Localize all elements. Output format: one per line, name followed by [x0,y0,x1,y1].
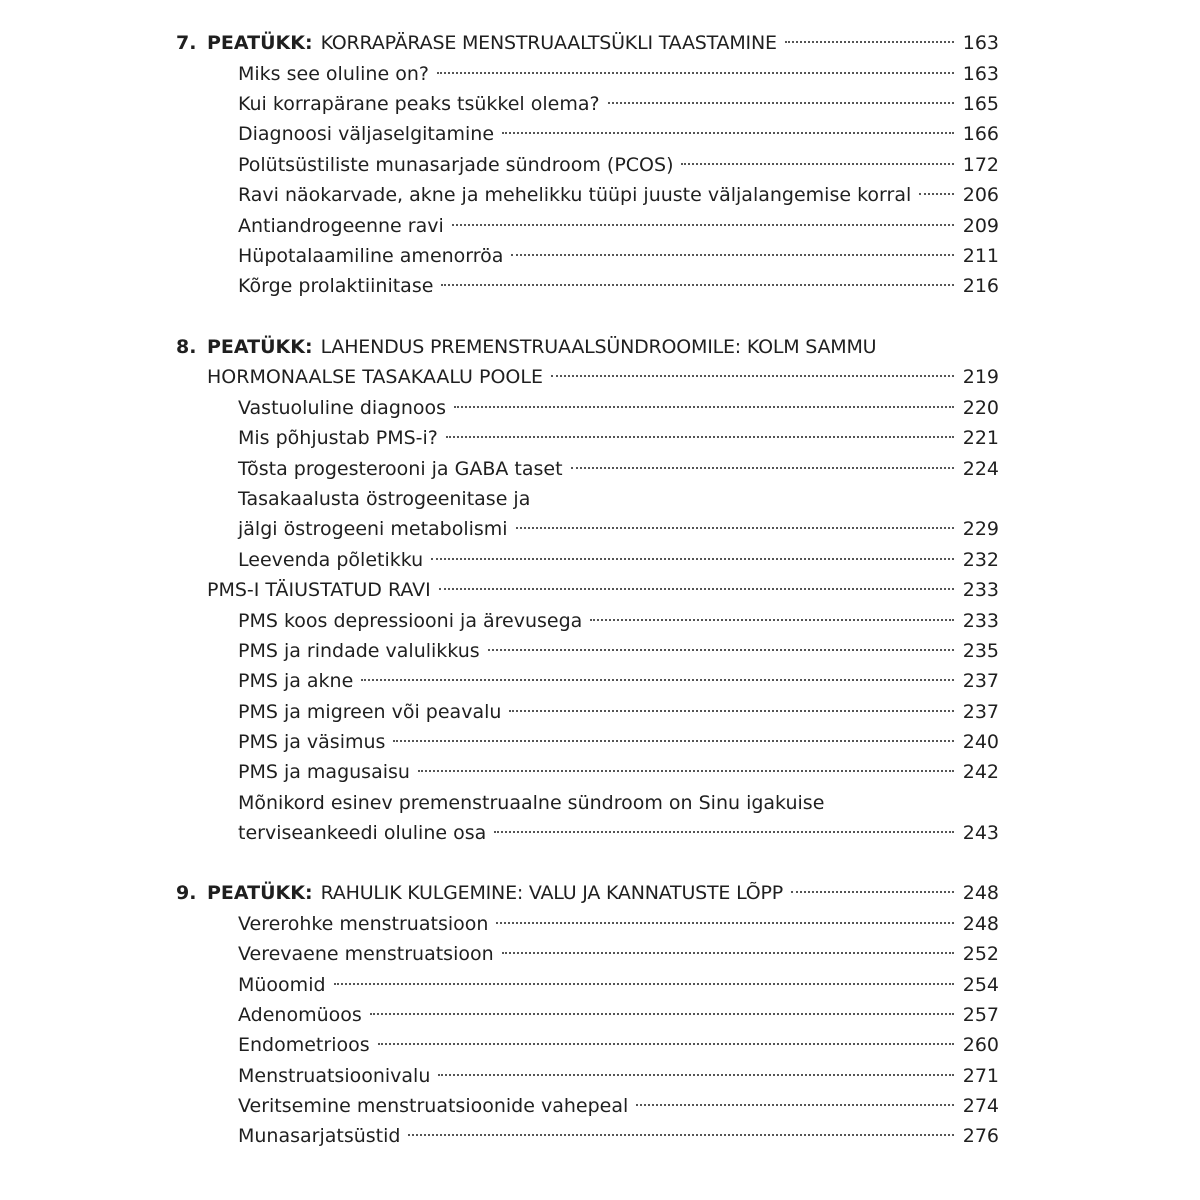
dot-leader [681,163,954,165]
toc-entry [0,757,1200,787]
page-number: 209 [962,215,999,237]
entry-text [238,1091,962,1121]
entry-text [207,28,962,58]
entry-title: PMS ja väsimus [238,731,386,753]
dot-leader [334,983,954,985]
entry-text [238,1061,962,1091]
entry-text [207,332,962,362]
entry-title: Tõsta progesterooni ja GABA taset [238,458,563,480]
entry-text [238,666,962,696]
entry-text [238,514,962,544]
entry-text [238,757,962,787]
dot-leader [571,467,954,469]
toc-entry [0,909,1200,939]
entry-title: Tasakaalusta östrogeenitase ja [238,488,531,510]
chapter-number: 7. [176,32,197,54]
page-number: 166 [962,123,999,145]
toc-entry [0,575,1200,605]
page-number: 220 [962,397,999,419]
entry-text [238,423,962,453]
entry-text [238,727,962,757]
entry-text [238,636,962,666]
toc-entry [0,241,1200,271]
entry-title: Hüpotalaamiline amenorröa [238,245,504,267]
dot-leader [452,224,954,226]
entry-title: Kõrge prolaktiinitase [238,275,434,297]
page-number: 224 [962,458,999,480]
entry-text [238,545,962,575]
entry-text [238,271,962,301]
entry-text [238,909,962,939]
page-number: 219 [962,366,999,388]
entry-text [238,119,962,149]
page-number: 229 [962,518,999,540]
toc-entry [0,59,1200,89]
dot-leader [431,558,954,560]
entry-title: Vererohke menstruatsioon [238,913,489,935]
entry-text [238,1030,962,1060]
entry-title: RAHULIK KULGEMINE: VALU JA KANNATUSTE LÕPP [320,882,784,904]
toc-entry [0,362,1200,392]
toc-entry [0,484,1200,514]
entry-text [238,89,962,119]
entry-title: LAHENDUS PREMENSTRUAALSÜNDROOMILE: KOLM SAMMU [320,336,877,358]
toc-entry [0,545,1200,575]
page-number: 237 [962,670,999,692]
page-number: 232 [962,549,999,571]
entry-title: Mõnikord esinev premenstruaalne sündroom on Sinu igakuise [238,792,825,814]
page-number: 163 [962,63,999,85]
toc-entry [0,697,1200,727]
entry-text [238,454,962,484]
chapter-prefix: PEATÜKK: [207,336,313,358]
page-number: 163 [962,32,999,54]
entry-title: PMS ja migreen või peavalu [238,701,502,723]
entry-text [238,1121,962,1151]
entry-title: Endometrioos [238,1034,370,1056]
toc-entry [0,271,1200,301]
page-number: 257 [962,1004,999,1026]
page-number: 233 [962,610,999,632]
entry-title: PMS ja magusaisu [238,761,410,783]
entry-title: Leevenda põletikku [238,549,424,571]
entry-text [238,484,962,514]
page-number: 260 [962,1034,999,1056]
toc-entry [0,939,1200,969]
entry-title: Polütsüstiliste munasarjade sündroom (PCOS) [238,154,674,176]
dot-leader [370,1013,954,1015]
chapter-number: 9. [176,882,197,904]
dot-leader [408,1134,954,1136]
toc-entry [0,514,1200,544]
dot-leader [502,132,954,134]
dot-leader [496,922,954,924]
page-number: 248 [962,913,999,935]
dot-leader [516,527,954,529]
entry-title: PMS-I TÄIUSTATUD RAVI [207,579,431,601]
toc-entry [0,393,1200,423]
dot-leader [636,1104,954,1106]
dot-leader [454,406,954,408]
dot-leader [446,436,954,438]
page-number: 206 [962,184,999,206]
toc-entry [0,150,1200,180]
entry-text [207,362,962,392]
entry-text [238,818,962,848]
toc-entry [0,1091,1200,1121]
entry-text [238,697,962,727]
page-number: 248 [962,882,999,904]
entry-title: Kui korrapärane peaks tsükkel olema? [238,93,600,115]
chapter-prefix: PEATÜKK: [207,32,313,54]
entry-title: PMS koos depressiooni ja ärevusega [238,610,583,632]
toc-entry [0,454,1200,484]
toc-entry [0,788,1200,818]
toc-entry [0,727,1200,757]
chapter-entry [0,28,1200,58]
page-number: 211 [962,245,999,267]
page-number: 252 [962,943,999,965]
toc-entry [0,1061,1200,1091]
toc-entry [0,119,1200,149]
dot-leader [509,710,954,712]
dot-leader [438,1074,954,1076]
entry-title: Müoomid [238,974,326,996]
entry-title: KORRAPÄRASE MENSTRUAALTSÜKLI TAASTAMINE [320,32,777,54]
toc-entry [0,636,1200,666]
page-number: 165 [962,93,999,115]
page-number: 274 [962,1095,999,1117]
dot-leader [441,284,954,286]
entry-text [238,393,962,423]
page-number: 172 [962,154,999,176]
toc-entry [0,1030,1200,1060]
entry-title: Menstruatsioonivalu [238,1065,431,1087]
entry-title: HORMONAALSE TASAKAALU POOLE [207,366,543,388]
toc-entry [0,1000,1200,1030]
entry-title: Vastuoluline diagnoos [238,397,447,419]
entry-text [238,788,962,818]
toc-entry [0,180,1200,210]
entry-text [238,150,962,180]
dot-leader [418,770,954,772]
entry-title: jälgi östrogeeni metabolismi [238,518,508,540]
page-number: 235 [962,640,999,662]
entry-text [238,970,962,1000]
entry-title: Mis põhjustab PMS-i? [238,427,438,449]
toc-entry [0,818,1200,848]
entry-title: Antiandrogeenne ravi [238,215,444,237]
entry-title: Verevaene menstruatsioon [238,943,494,965]
dot-leader [919,193,954,195]
toc-entry [0,89,1200,119]
dot-leader [551,375,954,377]
toc-entry [0,423,1200,453]
chapter-prefix: PEATÜKK: [207,882,313,904]
toc-entry [0,666,1200,696]
dot-leader [608,102,954,104]
page-number: 254 [962,974,999,996]
dot-leader [439,588,954,590]
dot-leader [590,619,954,621]
entry-text [238,241,962,271]
entry-title: terviseankeedi oluline osa [238,822,487,844]
page-number: 271 [962,1065,999,1087]
entry-text [238,211,962,241]
toc-entry [0,1121,1200,1151]
dot-leader [361,679,954,681]
entry-text [238,180,962,210]
entry-title: Miks see oluline on? [238,63,429,85]
dot-leader [437,72,954,74]
entry-title: PMS ja rindade valulikkus [238,640,480,662]
entry-text [238,939,962,969]
page-number: 242 [962,761,999,783]
page-number: 276 [962,1125,999,1147]
page-number: 216 [962,275,999,297]
entry-title: Veritsemine menstruatsioonide vahepeal [238,1095,629,1117]
dot-leader [502,952,954,954]
chapter-number: 8. [176,336,197,358]
page-number: 243 [962,822,999,844]
page-number: 221 [962,427,999,449]
dot-leader [393,740,954,742]
chapter-entry [0,878,1200,908]
entry-text [207,878,962,908]
toc-entry [0,970,1200,1000]
toc-entry [0,606,1200,636]
page-number: 240 [962,731,999,753]
dot-leader [791,891,954,893]
entry-title: Adenomüoos [238,1004,362,1026]
dot-leader [511,254,954,256]
entry-text [238,606,962,636]
entry-title: PMS ja akne [238,670,354,692]
entry-text [238,59,962,89]
dot-leader [785,41,954,43]
dot-leader [488,649,954,651]
entry-text [238,1000,962,1030]
page-number: 237 [962,701,999,723]
toc-entry [0,211,1200,241]
page-number: 233 [962,579,999,601]
dot-leader [378,1043,954,1045]
entry-title: Munasarjatsüstid [238,1125,401,1147]
dot-leader [494,831,954,833]
entry-title: Diagnoosi väljaselgitamine [238,123,495,145]
entry-text [207,575,962,605]
chapter-entry [0,332,1200,362]
entry-title: Ravi näokarvade, akne ja mehelikku tüüpi juuste väljalangemise korral [238,184,912,206]
